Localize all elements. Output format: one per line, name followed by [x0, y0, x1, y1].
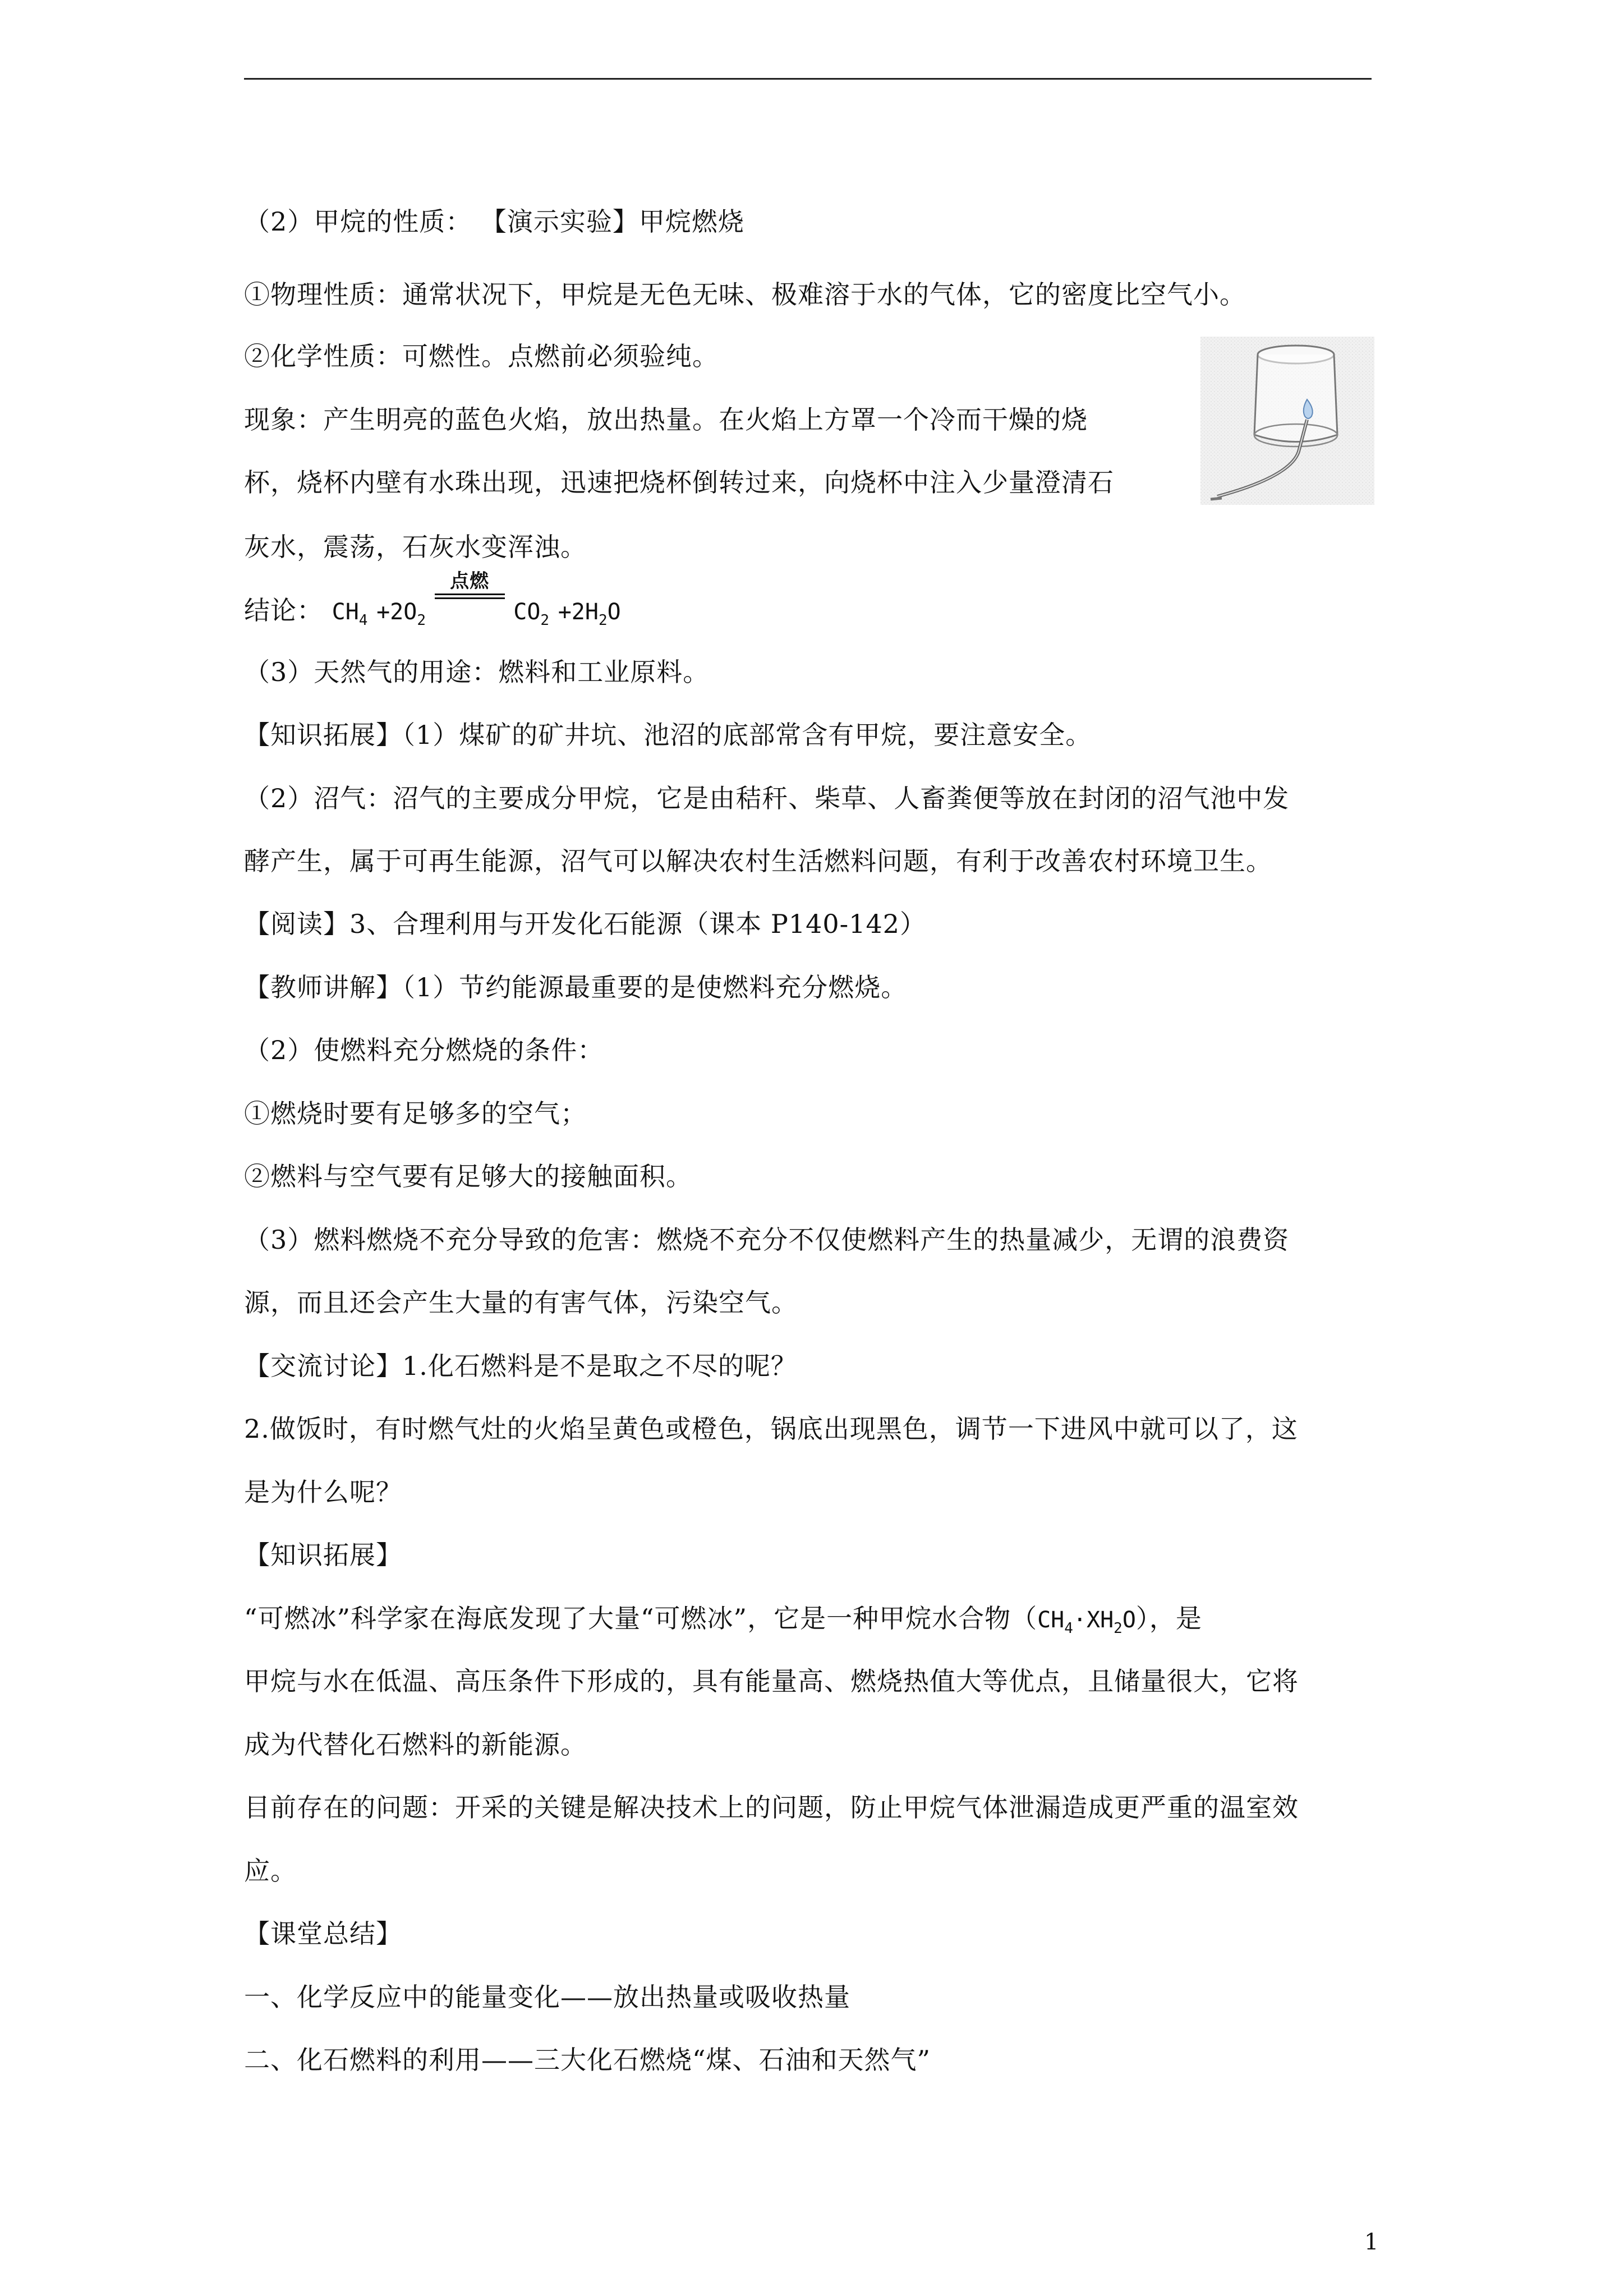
text-line: 是为什么呢？ [244, 1477, 402, 1507]
text-line: 现象：产生明亮的蓝色火焰，放出热量。在火焰上方罩一个冷而干燥的烧 [244, 404, 1088, 435]
text-line: 杯，烧杯内壁有水珠出现，迅速把烧杯倒转过来，向烧杯中注入少量澄清石 [244, 467, 1114, 498]
equation-product-h2o: $+2H_2O$ [558, 599, 621, 629]
text-line: 【知识拓展】 [244, 1540, 402, 1570]
text-line: ②化学性质：可燃性。点燃前必须验纯。 [244, 341, 719, 371]
text-line: （3）天然气的用途：燃料和工业原料。 [244, 657, 710, 687]
text-line: （3）燃料燃烧不充分导致的危害：燃烧不充分不仅使燃料产生的热量减少，无谓的浪费资 [244, 1225, 1290, 1255]
text-line: 灰水，震荡，石灰水变浑浊。 [244, 532, 587, 562]
text-line: 酵产生，属于可再生能源，沼气可以解决农村生活燃料问题，有利于改善农村环境卫生。 [244, 846, 1272, 876]
equation-reactant-ch4: $CH_4$ [332, 599, 368, 629]
text-line: ①物理性质：通常状况下，甲烷是无色无味、极难溶于水的气体，它的密度比空气小。 [244, 279, 1246, 310]
header-rule [244, 78, 1372, 80]
text-line: 甲烷与水在低温、高压条件下形成的，具有能量高、燃烧热值大等优点，且储量很大，它将 [244, 1666, 1299, 1696]
text-line: 【知识拓展】（1）煤矿的矿井坑、池沼的底部常含有甲烷，要注意安全。 [244, 720, 1092, 750]
text-line: 【阅读】3、合理利用与开发化石能源（课本 P140-142） [244, 909, 926, 939]
text-line: 二、化石燃料的利用——三大化石燃烧“煤、石油和天然气” [244, 2045, 931, 2075]
text-line: （2）甲烷的性质： 【演示实验】甲烷燃烧 [244, 206, 744, 237]
text-line: （2）使燃料充分燃烧的条件： [244, 1035, 604, 1065]
reaction-condition: 点燃 [450, 570, 490, 592]
text-line: 成为代替化石燃料的新能源。 [244, 1729, 587, 1760]
text-line: 应。 [244, 1856, 297, 1886]
text-line: 2.做饭时，有时燃气灶的火焰呈黄色或橙色，锅底出现黑色，调节一下进风中就可以了，这 [244, 1414, 1298, 1444]
methane-combustion-figure [1200, 337, 1374, 505]
equation-prefix: 结论： [244, 595, 323, 625]
reaction-equation [244, 570, 621, 637]
text-line: 【交流讨论】1.化石燃料是不是取之不尽的呢？ [244, 1351, 797, 1381]
text-line: （2）沼气：沼气的主要成分甲烷，它是由秸秆、柴草、人畜粪便等放在封闭的沼气池中发 [244, 783, 1290, 813]
text-line: 【教师讲解】（1）节约能源最重要的是使燃料充分燃烧。 [244, 972, 908, 1002]
text-line: 源，而且还会产生大量的有害气体，污染空气。 [244, 1287, 798, 1318]
text-line-combustible-ice: “可燃冰”科学家在海底发现了大量“可燃冰”，它是一种甲烷水合物$(CH_4\cdot XH_2O)$，是 [244, 1603, 1202, 1637]
text-line: 一、化学反应中的能量变化——放出热量或吸收热量 [244, 1982, 850, 2012]
reaction-condition-arrow [435, 570, 505, 627]
hydrate-formula: $CH_4\cdot XH_2O$ [1037, 1607, 1136, 1637]
text-line: ①燃烧时要有足够多的空气； [244, 1098, 587, 1129]
page-number: 1 [1364, 2229, 1379, 2255]
equation-product-co2: $CO_2$ [513, 599, 550, 629]
text-line: ②燃料与空气要有足够大的接触面积。 [244, 1161, 692, 1191]
equation-reactant-o2: $+2O_2$ [376, 599, 426, 629]
text-line: 【课堂总结】 [244, 1918, 402, 1949]
text-line: 目前存在的问题：开采的关键是解决技术上的问题，防止甲烷气体泄漏造成更严重的温室效 [244, 1792, 1299, 1823]
